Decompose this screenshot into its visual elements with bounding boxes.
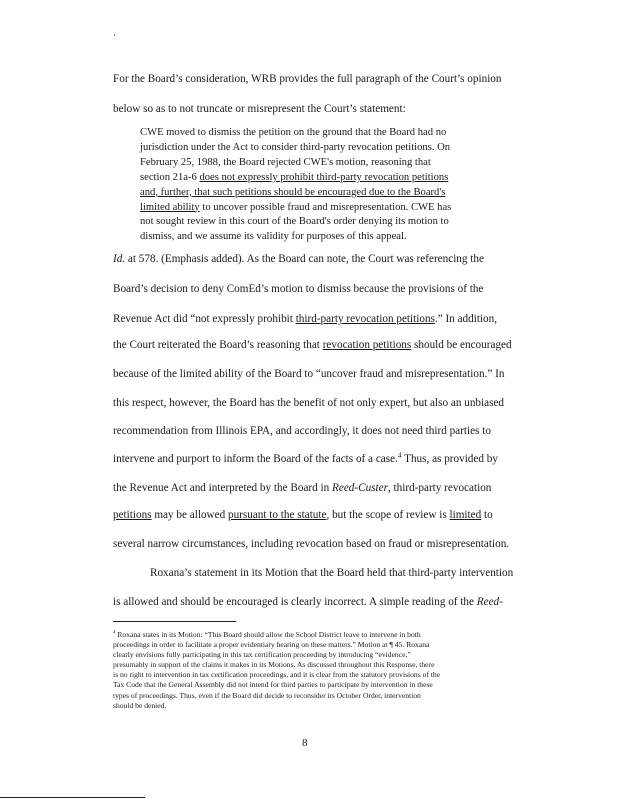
body-line: Board’s decision to deny ComEd’s motion to dismiss because the provisions of the bbox=[113, 283, 484, 295]
footnote-line: should be denied. bbox=[113, 700, 167, 710]
quote-line: not sought review in this court of the Board's order denying its motion to bbox=[140, 216, 449, 228]
quote-line: section 21a-6 does not expressly prohibit third-party revocation petitions bbox=[140, 171, 449, 183]
footnote-divider bbox=[113, 621, 236, 622]
body-line: below so as to not truncate or misrepresent the Court’s statement: bbox=[113, 103, 406, 115]
body-line: intervene and purport to inform the Board of the facts of a case.$^4$ Thus, as provided by bbox=[113, 451, 498, 465]
footnote-number: 4 bbox=[113, 630, 116, 636]
page-marker: · bbox=[113, 30, 116, 40]
footnote-line: $^4$ Roxana states in its Motion: “This Board should allow the School District leave to intervene in both bbox=[113, 630, 421, 639]
body-line: Id. at 578. (Emphasis added). As the Board can note, the Court was referencing the bbox=[113, 253, 484, 265]
quote-line: jurisdiction under the Act to consider third-party revocation petitions. On bbox=[140, 141, 451, 153]
body-line: this respect, however, the Board has the benefit of not only expert, but also an unbiased bbox=[113, 397, 505, 409]
footnote-line: proceedings in order to facilitate a proper evidentiary hearing on these matters.” Motion at ¶ 45. Roxana bbox=[113, 640, 430, 650]
quote-line: limited ability to uncover possible fraud and misrepresentation. CWE has bbox=[140, 201, 452, 213]
body-line: the Court reiterated the Board’s reasoning that revocation petitions should be encouraged bbox=[113, 339, 512, 351]
body-line: several narrow circumstances, including revocation based on fraud or misrepresentation. bbox=[113, 538, 510, 550]
body-line: is allowed and should be encouraged is clearly incorrect. A simple reading of the Reed- bbox=[113, 596, 503, 608]
emphasis-underline: does not expressly prohibit third-party revocation petitions bbox=[199, 171, 449, 183]
quote-line: dismiss, and we assume its validity for purposes of this appeal. bbox=[140, 231, 407, 243]
footnote bbox=[113, 630, 523, 711]
quote-line bbox=[140, 186, 520, 201]
body-line: For the Board’s consideration, WRB provides the full paragraph of the Court’s opinion bbox=[113, 73, 502, 85]
footnote-line: Tax Code that the General Assembly did not intend for third parties to participate by intervention in these bbox=[113, 680, 433, 690]
body-line: the Revenue Act and interpreted by the Board in Reed-Custer, third-party revocation bbox=[113, 482, 492, 494]
footnote-line: clearly envisions fully participating in this tax certification proceeding by introducing “evidence,” bbox=[113, 650, 411, 660]
citation-id: Id. bbox=[113, 253, 126, 265]
footnote-line: is no right to intervention in tax certification proceedings, and it is clear from the statutory provisions of the bbox=[113, 670, 441, 680]
footnote-line: types of proceedings. Thus, even if the Board did decide to reconsider its October Order, intervention bbox=[113, 690, 421, 700]
bottom-divider bbox=[0, 797, 145, 798]
footnote-ref: 4 bbox=[397, 451, 402, 460]
body-line: Revenue Act did “not expressly prohibit third-party revocation petitions.” In addition, bbox=[113, 313, 498, 325]
quote-line: February 25, 1988, the Board rejected CWE's motion, reasoning that bbox=[140, 156, 431, 168]
emphasis-underline: and, further, that such petitions should be encouraged due to the Board's bbox=[140, 186, 446, 198]
body-line: recommendation from Illinois EPA, and accordingly, it does not need third parties to bbox=[113, 425, 491, 437]
body-line: petitions may be allowed pursuant to the statute, but the scope of review is limited to bbox=[113, 509, 493, 521]
emphasis-underline: limited ability bbox=[140, 201, 200, 213]
quote-line: CWE moved to dismiss the petition on the ground that the Board had no bbox=[140, 127, 447, 138]
body-line: Roxana’s statement in its Motion that the Board held that third-party intervention bbox=[150, 567, 514, 579]
body-line: because of the limited ability of the Board to “uncover fraud and misrepresentation.” In bbox=[113, 368, 505, 380]
block-quote bbox=[140, 126, 520, 245]
footnote-line: presumably in support of the claims it makes in its Motions. As discussed throughout this Response, there bbox=[113, 660, 435, 670]
page-number: 8 bbox=[302, 737, 308, 749]
